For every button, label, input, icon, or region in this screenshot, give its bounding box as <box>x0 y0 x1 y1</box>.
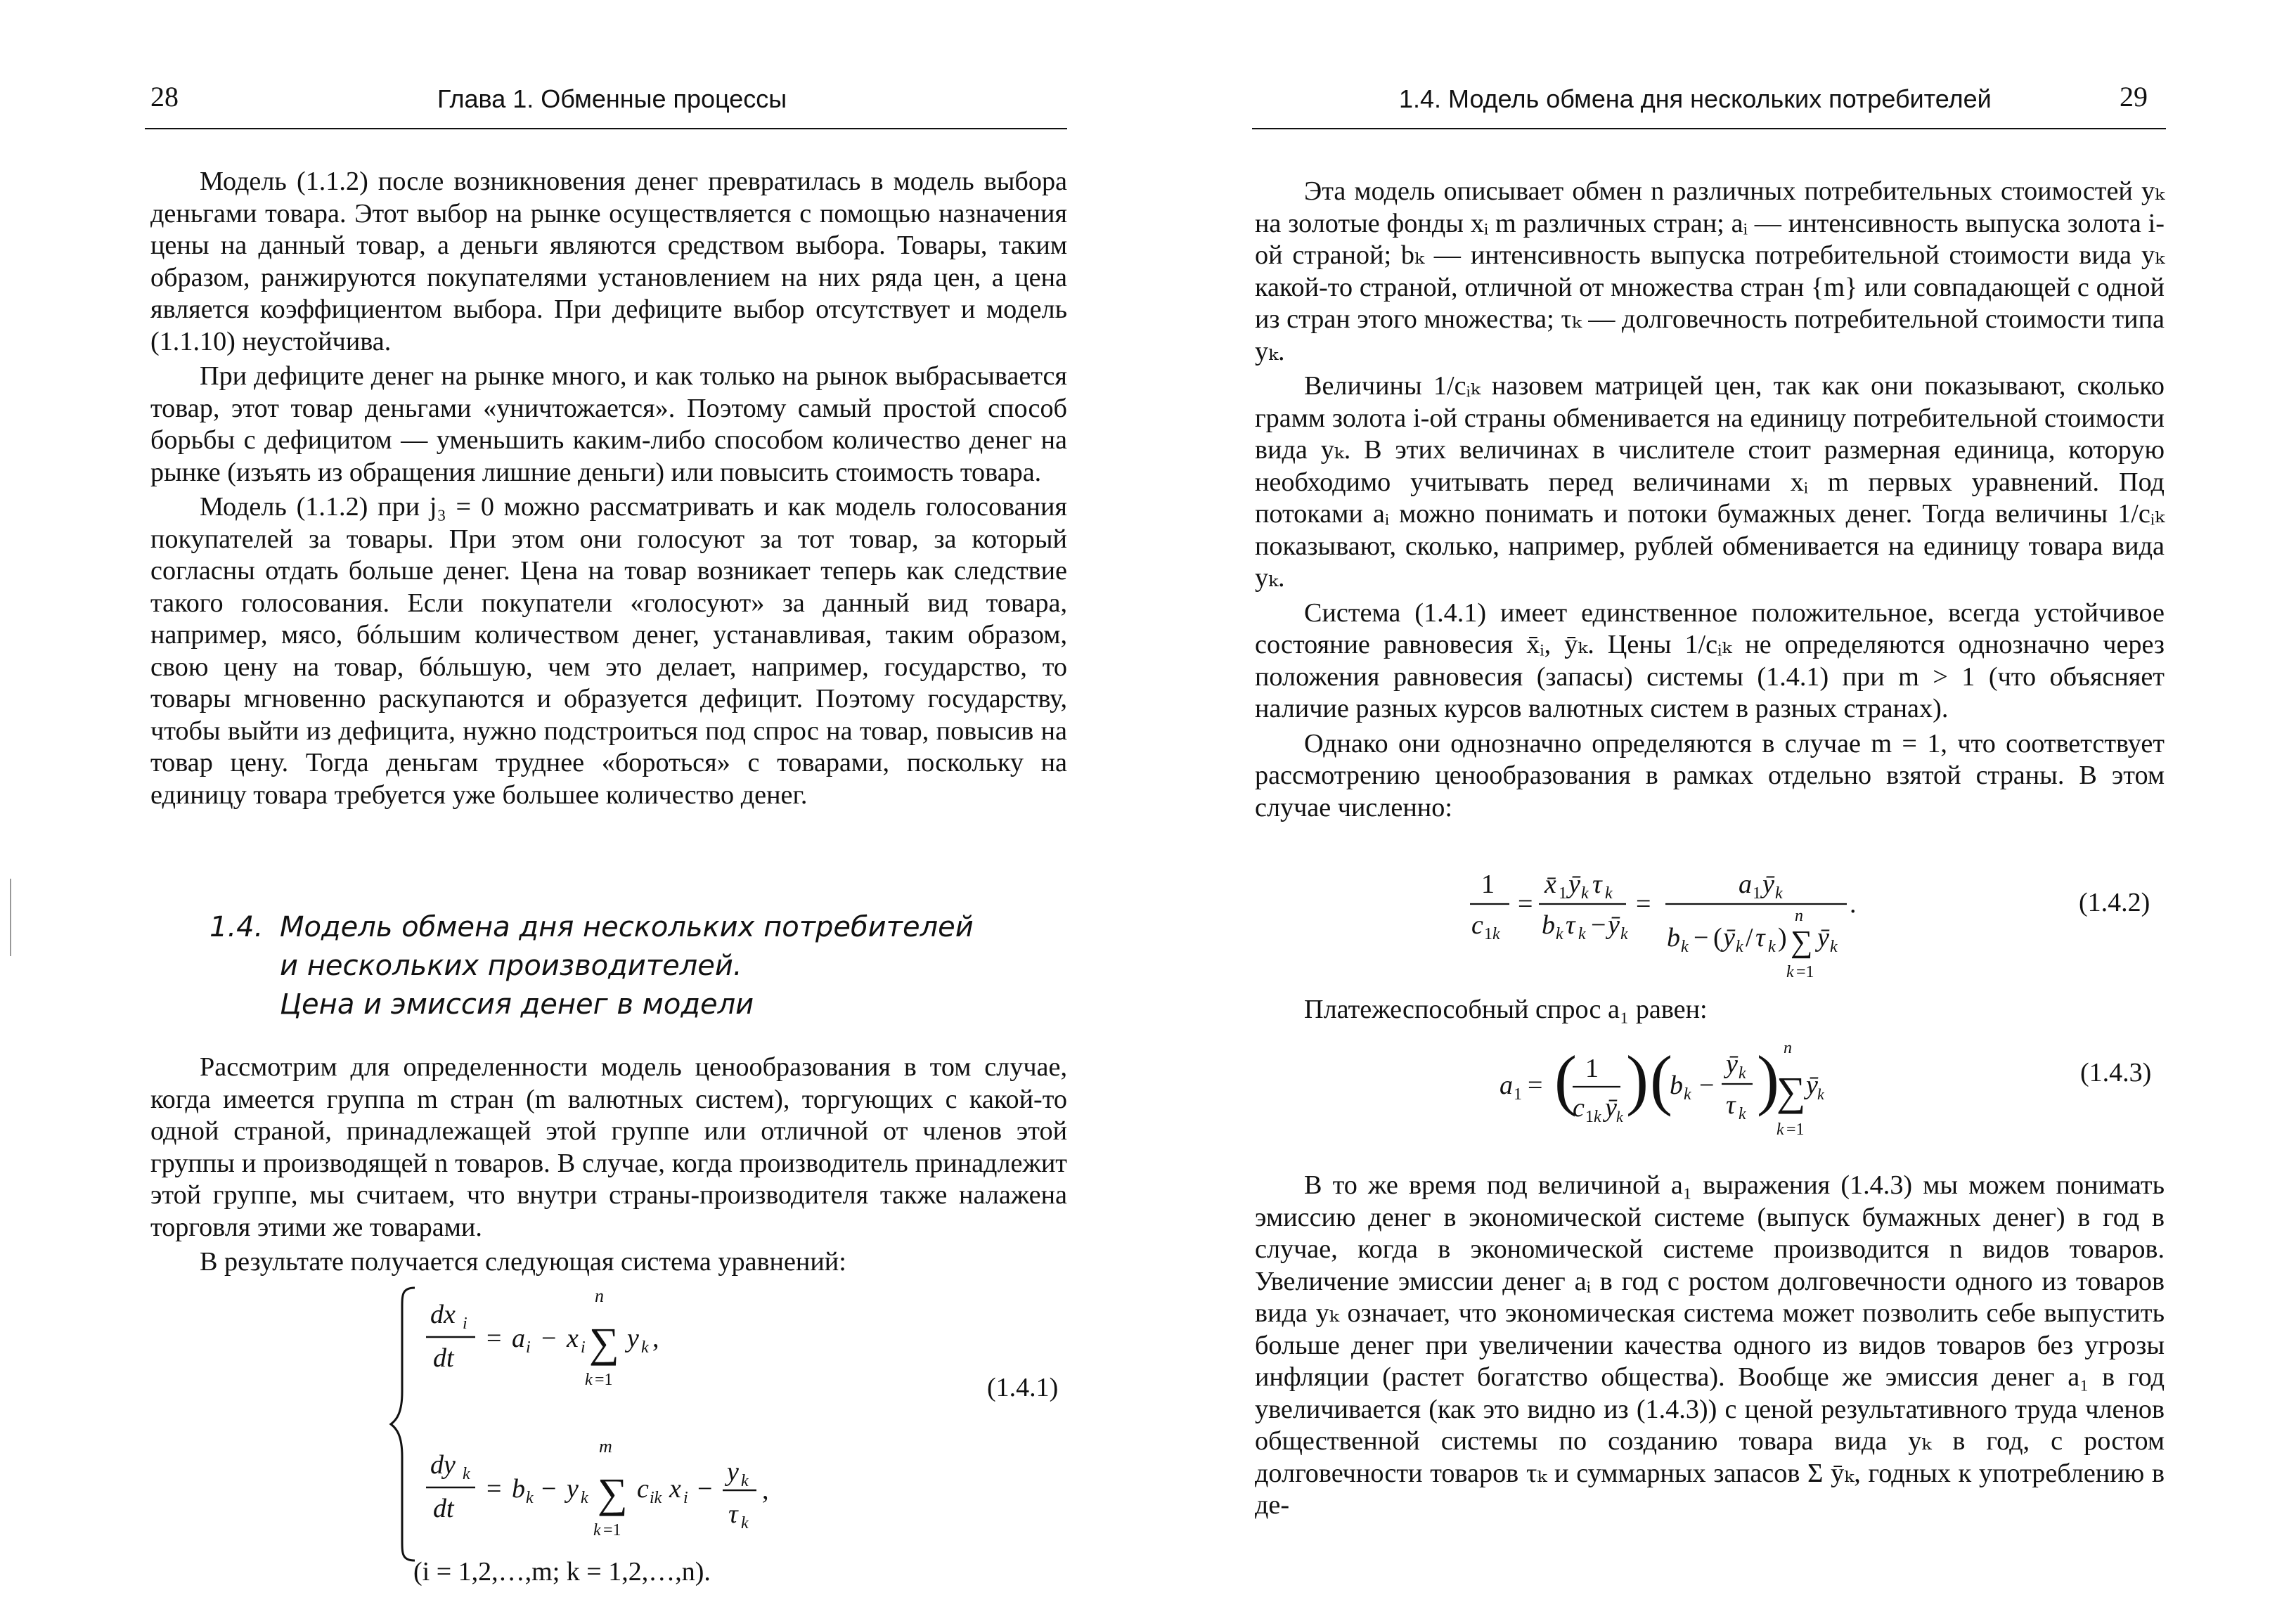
equation-1-4-2 <box>1457 865 1857 984</box>
body-text-top-left <box>150 166 1067 811</box>
svg-text:ȳ: ȳ <box>1726 1050 1738 1079</box>
svg-text:c: c <box>1573 1093 1585 1123</box>
svg-text:k: k <box>641 1338 649 1357</box>
svg-text:b: b <box>512 1474 525 1504</box>
svg-text:1: 1 <box>1559 884 1567 903</box>
svg-text:τ: τ <box>1726 1090 1736 1120</box>
svg-text:−: − <box>1694 923 1709 952</box>
svg-text:ȳ: ȳ <box>1806 1071 1818 1100</box>
page-number-left: 28 <box>150 81 179 112</box>
section-heading <box>209 908 974 1024</box>
svg-text:dx: dx <box>430 1300 456 1329</box>
body-text-mid-right <box>1255 994 2165 1026</box>
svg-text:=1: =1 <box>603 1521 621 1539</box>
paragraph: Эта модель описывает обмен n различных потребительных стоимостей yₖ на золотые фонды xᵢ m различных стран; aᵢ — интенсивность выпуска золота i-ой страной; bₖ — интенсивность выпуска потребительной стоимости вида yₖ какой-то страной, отличной от множества стран {m} или совпадающей с одной из стран этого множества; τₖ — долговечность потребительной стоимости типа yₖ. <box>1255 176 2165 366</box>
svg-text:∑: ∑ <box>598 1470 628 1516</box>
body-text-bottom-right <box>1255 1170 2165 1522</box>
paragraph: Модель (1.1.2) при j₃ = 0 можно рассматривать и как модель голосования покупателей за товары. При этом они голосуют за тот товар, за который согласны отдать больше денег. Цена на товар возникает теперь как следствие такого голосования. Если покупатели «голосуют» за данный вид товара, например, мясо, бóльшим количеством денег, устанавливая, таким образом, свою цену на товар, бóльшую, чем это делает, например, государство, то товары мгновенно раскупаются и образуется дефицит. Поэтому государству, чтобы выйти из дефицита, нужно подстроиться под спрос на товар, повысив на товар цену. Тогда деньгам труднее «бороться» с товарами, поскольку на единицу товара требуется уже большее количество денег. <box>150 492 1067 810</box>
svg-text:k: k <box>585 1371 593 1389</box>
svg-text:b: b <box>1667 923 1680 952</box>
running-header-left: Глава 1. Обменные процессы <box>437 84 787 113</box>
svg-text:n: n <box>595 1286 604 1306</box>
svg-text:): ) <box>1626 1042 1649 1117</box>
svg-text:dt: dt <box>433 1343 454 1373</box>
svg-text:k: k <box>1736 938 1743 956</box>
svg-text:i: i <box>463 1315 467 1333</box>
svg-text:b: b <box>1542 910 1555 940</box>
equation-system-1-4-1 <box>394 1279 844 1575</box>
svg-text:(: ( <box>1713 923 1722 952</box>
svg-text:(: ( <box>1554 1042 1577 1117</box>
svg-text:/: / <box>1746 923 1753 952</box>
svg-text:∑: ∑ <box>1791 924 1813 959</box>
svg-text:1: 1 <box>1585 1108 1594 1126</box>
svg-text:k: k <box>1681 938 1689 956</box>
paragraph: В результате получается следующая система уравнений: <box>200 1247 846 1277</box>
svg-text:x̄: x̄ <box>1544 870 1556 899</box>
svg-text:=: = <box>486 1324 502 1353</box>
svg-text:k: k <box>1578 925 1586 943</box>
equation-index-range: (i = 1,2,…,m; k = 1,2,…,n). <box>413 1557 711 1587</box>
svg-text:x: x <box>669 1474 681 1504</box>
running-header-right: 1.4. Модель обмена дня нескольких потребителей <box>1399 84 1992 113</box>
svg-text:ȳ: ȳ <box>1605 1093 1617 1123</box>
svg-text:.: . <box>1850 889 1857 919</box>
svg-text:k: k <box>1616 1108 1623 1125</box>
svg-text:x: x <box>567 1324 579 1353</box>
svg-text:i: i <box>581 1338 586 1357</box>
svg-text:a: a <box>512 1324 525 1353</box>
svg-text:−: − <box>1591 910 1606 940</box>
svg-text:=: = <box>486 1474 502 1504</box>
svg-text:y: y <box>727 1457 739 1487</box>
svg-text:τ: τ <box>1755 923 1765 952</box>
equation-number-1-4-2: (1.4.2) <box>2079 888 2150 917</box>
right-page <box>1148 0 2296 1621</box>
margin-mark <box>10 879 11 956</box>
svg-text:=: = <box>1518 889 1533 919</box>
svg-text:b: b <box>1670 1071 1683 1100</box>
svg-text:=1: =1 <box>1796 963 1814 981</box>
svg-text:(: ( <box>1650 1042 1672 1117</box>
svg-text:k: k <box>741 1514 749 1532</box>
paragraph: Рассмотрим для определенности модель ценообразования в том случае, когда имеется группа m стран (m валютных систем), торгующих с какой-то одной страной, принадлежащей этой группе или отличной от членов этой группы и производящей n товаров. В случае, когда производитель принадлежит этой группе, мы считаем, что внутри страны-производителя также налажена торговля этими же товарами. <box>150 1052 1067 1242</box>
svg-text:y: y <box>627 1324 639 1353</box>
svg-text:τ: τ <box>1592 870 1602 899</box>
svg-text:k: k <box>1620 925 1628 943</box>
svg-text:−: − <box>697 1474 713 1504</box>
section-title-line-2: и нескольких производителей. <box>280 950 742 982</box>
svg-text:ȳ: ȳ <box>1723 923 1735 952</box>
equation-number-1-4-1: (1.4.1) <box>987 1373 1059 1402</box>
page-number-right: 29 <box>2120 81 2148 112</box>
svg-text:m: m <box>599 1436 612 1457</box>
svg-text:k: k <box>1594 1108 1601 1126</box>
svg-text:1: 1 <box>1484 925 1492 943</box>
svg-text:1: 1 <box>1481 870 1495 899</box>
svg-text:1: 1 <box>1514 1085 1522 1104</box>
svg-text:τ: τ <box>728 1499 738 1529</box>
svg-text:k: k <box>593 1521 601 1539</box>
svg-text:=: = <box>1528 1071 1543 1100</box>
svg-text:a: a <box>1739 870 1752 899</box>
paragraph: Однако они однозначно определяются в случае m = 1, что соответствует рассмотрению ценообразования в рамках отдельно взятой страны. В этом случае численно: <box>1255 728 2165 822</box>
svg-text:ȳ: ȳ <box>1762 870 1774 899</box>
svg-text:,: , <box>652 1324 659 1353</box>
paragraph: Величины 1/cᵢₖ назовем матрицей цен, так как они показывают, сколько грамм золота i-ой страны обменивается на единицу потребительной стоимости вида yₖ. В этих величинах в числителе стоит размерная единица, которую необходимо учитывать перед величинами xᵢ m первых уравнений. Под потоками aᵢ можно понимать и потоки бумажных денег. Тогда величины 1/cᵢₖ показывают, сколько, например, рублей обменивается на единицу товара вида yₖ. <box>1255 371 2165 593</box>
svg-text:τ: τ <box>1566 910 1575 940</box>
body-text-bottom-left <box>150 1052 1067 1279</box>
equation-number-1-4-3: (1.4.3) <box>2080 1058 2152 1087</box>
svg-text:∑: ∑ <box>1776 1068 1806 1114</box>
svg-text:k: k <box>1739 1105 1746 1123</box>
svg-text:c: c <box>637 1474 649 1504</box>
svg-text:k: k <box>1556 925 1563 943</box>
svg-text:a: a <box>1500 1071 1513 1100</box>
svg-text:n: n <box>1784 1039 1792 1057</box>
svg-text:−: − <box>541 1474 557 1504</box>
svg-text:1: 1 <box>1585 1054 1599 1083</box>
svg-text:ȳ: ȳ <box>1608 910 1620 940</box>
paragraph: Модель (1.1.2) после возникновения денег превратилась в модель выбора деньгами товара. Этот выбор на рынке осуществляется с помощью назначения цены на данный товар, а деньги являются средством выбора. Товары, таким образом, ранжируются покупателями установлением на них ряда цен, а цена является коэффициентом выбора. При дефиците выбор отсутствует и модель (1.1.10) неустойчива. <box>150 167 1067 356</box>
svg-text:k: k <box>1739 1064 1746 1083</box>
svg-text:∑: ∑ <box>589 1319 619 1366</box>
svg-text:=1: =1 <box>1786 1121 1805 1139</box>
paragraph: В то же время под величиной a₁ выражения (1.4.3) мы можем понимать эмиссию денег в экономической системе (выпуск бумажных денег) в год в случае, когда в экономической системе производится n видов товаров. Увеличение эмиссии денег aᵢ в год с ростом долговечности одного из товаров вида yₖ означает, что экономическая система может позволить себе выпустить больше денег при увеличении качества одного из видов товаров без угрозы инфляции (растет богатство общества). Вообще же эмиссия денег a₁ в год увеличивается (как это видно из (1.4.3)) с ценой результативного труда членов общественной системы по созданию товара вида yₖ в год, с ростом долговечности товаров τₖ и суммарных запасов Σ ȳₖ, годных к употреблению в де- <box>1255 1170 2165 1520</box>
paragraph: При дефиците денег на рынке много, и как только на рынок выбрасывается товар, этот товар деньгами «уничтожается». Поэтому самый простой способ борьбы с дефицитом — уменьшить каким-либо способом количество денег на рынке (изъять из обращения лишние деньги) или повысить стоимость товара. <box>150 361 1067 487</box>
svg-text:k: k <box>1684 1085 1691 1104</box>
svg-text:): ) <box>1778 923 1787 952</box>
svg-text:1: 1 <box>1753 884 1761 903</box>
svg-text:k: k <box>526 1489 534 1507</box>
svg-text:ik: ik <box>650 1489 662 1507</box>
section-number: 1.4. <box>209 911 264 943</box>
svg-text:i: i <box>683 1489 688 1507</box>
svg-text:dy: dy <box>430 1450 456 1480</box>
svg-text:dt: dt <box>433 1494 454 1523</box>
svg-text:k: k <box>1830 938 1838 956</box>
svg-text:k: k <box>1775 884 1783 903</box>
svg-text:k: k <box>1768 938 1776 956</box>
svg-text:−: − <box>541 1324 557 1353</box>
svg-text:k: k <box>581 1489 588 1507</box>
svg-text:c: c <box>1471 910 1483 940</box>
svg-text:ȳ: ȳ <box>1817 923 1829 952</box>
svg-text:): ) <box>1757 1042 1779 1117</box>
svg-text:k: k <box>1786 963 1794 981</box>
section-title-line-3: Цена и эмиссия денег в модели <box>280 988 754 1021</box>
svg-text:k: k <box>1817 1085 1824 1103</box>
svg-text:=1: =1 <box>595 1371 613 1389</box>
svg-text:y: y <box>567 1474 579 1504</box>
svg-text:=: = <box>1636 889 1651 919</box>
svg-text:,: , <box>762 1475 769 1505</box>
svg-text:k: k <box>463 1465 470 1483</box>
header-rule-right <box>1252 128 2166 129</box>
svg-text:k: k <box>1605 884 1613 903</box>
paragraph: Платежеспособный спрос a₁ равен: <box>1304 995 1708 1024</box>
body-text-top-right <box>1255 176 2165 824</box>
svg-text:k: k <box>1492 925 1500 943</box>
section-title-line-1: Модель обмена дня нескольких потребителей <box>280 911 974 943</box>
header-rule-left <box>145 128 1067 129</box>
paragraph: Система (1.4.1) имеет единственное положительное, всегда устойчивое состояние равновесия x̄ᵢ, ȳₖ. Цены 1/cᵢₖ не определяются однозначно через положения равновесия (запасы) системы (1.4.1) при m > 1 (что объясняет наличие разных курсов валютных систем в разных странах). <box>1255 598 2165 723</box>
svg-text:−: − <box>1699 1071 1715 1100</box>
svg-text:k: k <box>1776 1121 1784 1139</box>
svg-text:n: n <box>1795 907 1803 925</box>
svg-text:k: k <box>1581 884 1589 903</box>
equation-1-4-3 <box>1500 1038 1823 1143</box>
svg-text:i: i <box>526 1338 531 1357</box>
svg-text:ȳ: ȳ <box>1568 870 1580 899</box>
svg-text:k: k <box>741 1472 749 1490</box>
